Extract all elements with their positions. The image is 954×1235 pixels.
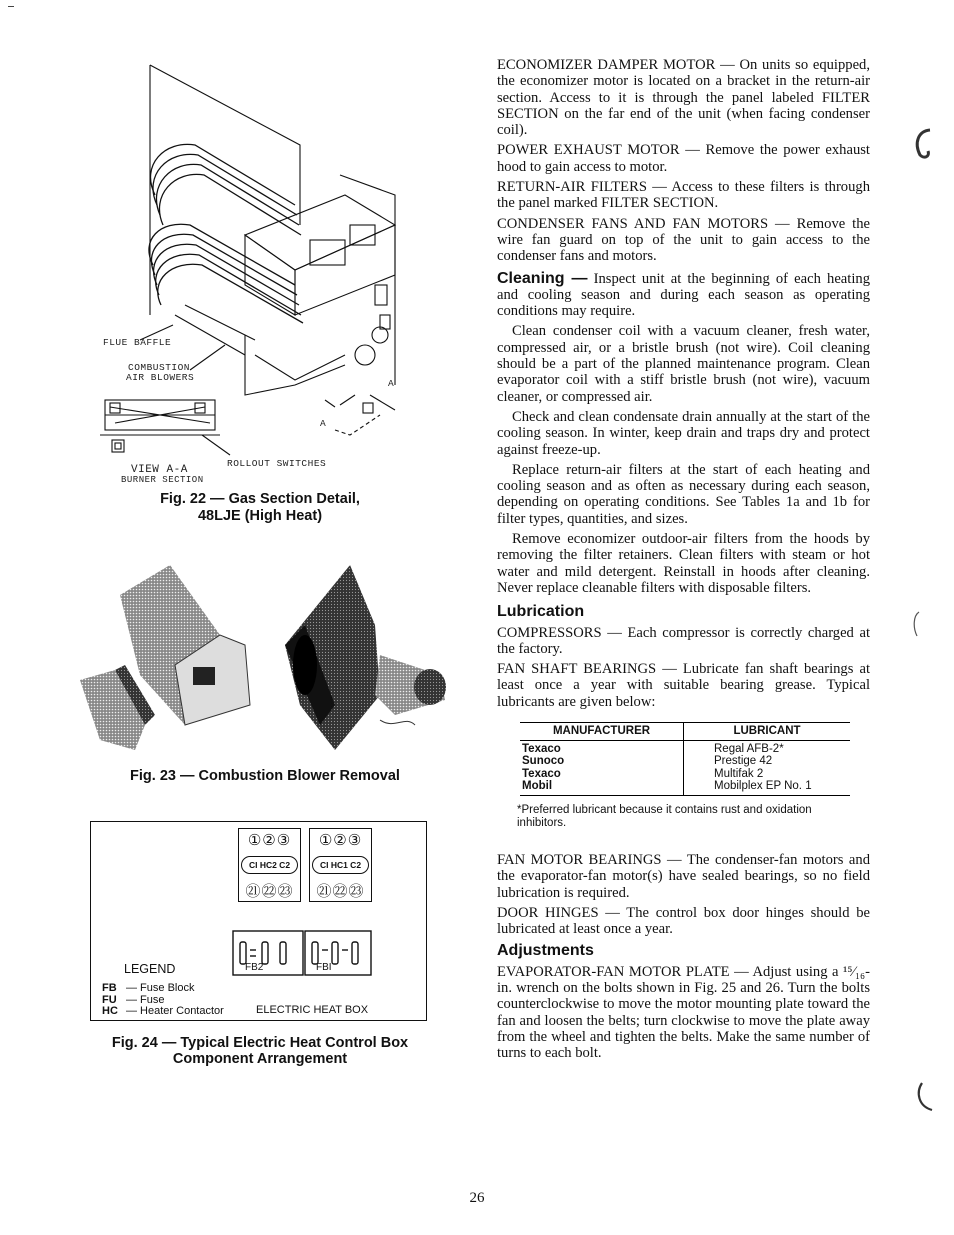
corner-mark (8, 6, 14, 7)
lubricant-table (520, 722, 850, 796)
fig22-caption-line2: 48LJE (High Heat) (197, 508, 323, 524)
right-column-lower (497, 852, 870, 1066)
table-row: Texaco Multifak 2 (522, 767, 764, 780)
flue-baffle-label: FLUE BAFFLE (103, 337, 172, 348)
fuse-row-bottom-left: ㉑㉒㉓ (245, 883, 294, 900)
right-column-upper (497, 57, 870, 714)
combustion-label-2: AIR BLOWERS (126, 372, 195, 383)
combustion-label-1: COMBUSTION (128, 362, 191, 373)
outdoor-air-filters-paragraph: Remove economizer outdoor-air filters from the hoods by removing the filter retainers. Clean filters with steam or hot water and mild detergent. Reinstall in hoods after cleaning. Never replace cleanable filters with disposable filters. (497, 531, 870, 596)
fuse-row-top-left: ①②③ (247, 832, 292, 849)
clean-coil-paragraph: Clean condenser coil with a vacuum cleaner, fresh water, compressed air, or a bristle brush (not wire). Coil cleaning should be a part of the planned maintenance program. Clean evaporator coil with a stiff bristle brush (not wire), vacuum cleaner, or compressed air. (497, 323, 870, 405)
fan-motor-bearings-paragraph: FAN MOTOR BEARINGS — The condenser-fan motors and the evaporator-fan motor(s) have sealed bearings, so no field lubrication is required. (497, 852, 870, 901)
legend-item: FB — Fuse Block (102, 982, 195, 994)
return-air-filters-paragraph: RETURN-AIR FILTERS — Access to these filters is through the panel marked FILTER SECTION. (497, 179, 870, 212)
economizer-motor-paragraph: ECONOMIZER DAMPER MOTOR — On units so equipped, the economizer motor is located on a bracket in the return-air section. Access to it is through the panel labeled FILTER SECTION on the far end of the unit (when facing condenser coil). (497, 57, 870, 139)
door-hinges-paragraph: DOOR HINGES — The control box door hinges should be lubricated at least once a year. (497, 904, 870, 938)
binding-mark-top (900, 125, 940, 165)
adjustments-heading: Adjustments (497, 942, 594, 960)
condenser-fans-paragraph: CONDENSER FANS AND FAN MOTORS — Remove the wire fan guard on top of the unit to gain access to the condenser fans and motors. (497, 215, 870, 265)
replace-filters-paragraph: Replace return-air filters at the start of each heating and cooling season and as often as necessary during each season, depending on operating conditions. See Tables 1a and 1b for filter types, quantities, and sizes. (497, 461, 870, 527)
compressors-paragraph: COMPRESSORS — Each compressor is correctly charged at the factory. (497, 624, 870, 657)
fuse-block-fb2-label: FB2 (245, 962, 264, 973)
fan-shaft-bearings-paragraph: FAN SHAFT BEARINGS — Lubricate fan shaft bearings at least once a year with suitable bearing grease. Typical lubricants are given below: (497, 661, 870, 710)
heater-contactor-hc2: CI HC2 C2 (241, 856, 298, 874)
table-row: Texaco Regal AFB-2* (520, 740, 850, 755)
binding-mark-bottom (910, 1080, 940, 1115)
page-number: 26 (469, 1190, 485, 1206)
table-header-row (520, 723, 850, 741)
cleaning-paragraph: Cleaning — Inspect unit at the beginning of each heating and cooling season and during each season as operating conditions may require. (497, 269, 870, 320)
heater-contactor-hc1: CI HC1 C2 (312, 856, 369, 874)
electric-heat-box-label: ELECTRIC HEAT BOX (256, 1004, 369, 1016)
power-exhaust-paragraph: POWER EXHAUST MOTOR — Remove the power exhaust hood to gain access to motor. (497, 142, 870, 175)
binding-mark-middle (905, 610, 925, 640)
rollout-switches-label: ROLLOUT SWITCHES (227, 458, 327, 469)
cleaning-heading: Cleaning — (497, 269, 588, 287)
fuse-block-fb1-label: FBI (316, 962, 332, 973)
legend-item: HC — Heater Contactor (102, 1005, 224, 1017)
legend-title: LEGEND (124, 962, 176, 976)
fuse-row-bottom-right: ㉑㉒㉓ (316, 883, 365, 900)
fuse-row-top-right: ①②③ (318, 832, 363, 849)
condensate-drain-paragraph: Check and clean condensate drain annually at the start of the cooling season. In winter, keep drain and traps dry and protect against freeze-up. (497, 408, 870, 458)
lubrication-heading: Lubrication (497, 603, 585, 621)
fig24-caption-line2: Component Arrangement (172, 1051, 348, 1067)
evaporator-fan-plate-paragraph: EVAPORATOR-FAN MOTOR PLATE — Adjust using a ¹⁵⁄₁₆-in. wrench on the bolts shown in Fig. 25 and 26. Turn the bolts counterclockwise to move the motor mounting plate toward the fan and loosen the belts; turn clockwise to move the plate away from the wheel and tighten the belts. Make the same number of turns to each bolt. (497, 963, 870, 1062)
section-a-label-upper: A (388, 378, 395, 389)
legend-list (102, 983, 224, 1018)
fig23-caption: Fig. 23 — Combustion Blower Removal (130, 768, 400, 784)
legend-item: FU — Fuse (102, 993, 165, 1006)
fig22-caption-line1: Fig. 22 — Gas Section Detail, (160, 491, 360, 507)
section-a-label-lower: A (320, 418, 327, 429)
table-footnote: *Preferred lubricant because it contains rust and oxidation inhibitors. (517, 804, 812, 829)
burner-section-label: BURNER SECTION (121, 475, 204, 485)
col-header-manufacturer: MANUFACTURER (520, 723, 684, 741)
fig24-caption-line1: Fig. 24 — Typical Electric Heat Control Box (111, 1035, 409, 1051)
table-row: Sunoco Prestige 42 (522, 755, 773, 767)
table-row: Mobil Mobilplex EP No. 1 (520, 780, 850, 795)
col-header-lubricant: LUBRICANT (684, 723, 851, 741)
combustion-blower-photo (75, 555, 455, 755)
gas-section-illustration (95, 55, 415, 475)
view-aa-label: VIEW A-A (131, 464, 188, 476)
